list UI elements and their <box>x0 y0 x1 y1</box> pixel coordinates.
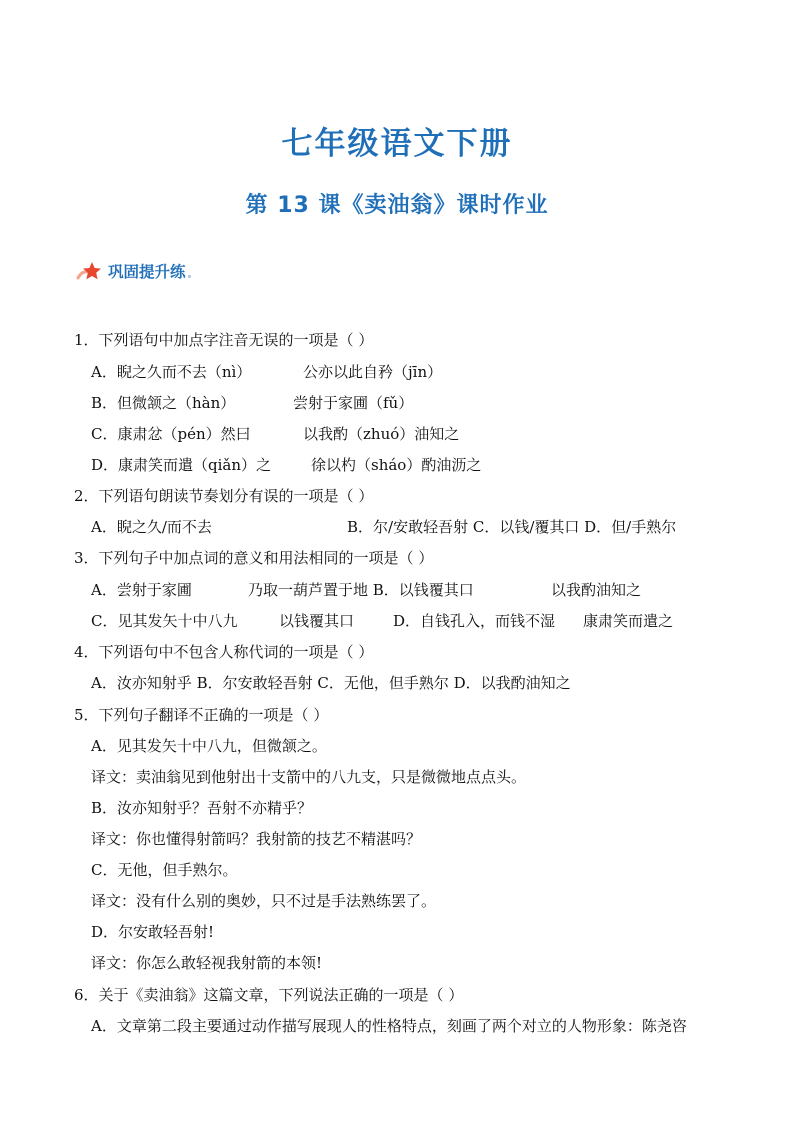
question-5-translation-b: 译文：你也懂得射箭吗？我射箭的技艺不精湛吗？ <box>91 830 422 848</box>
question-4-options: A．汝亦知射乎 B．尔安敢轻吾射 C．无他，但手熟尔 D．以我酌油知之 <box>91 674 571 692</box>
option-d-part-2: 徐以杓（sháo）酌油沥之 <box>311 456 482 474</box>
option-d-part-2: 康肃笑而遣之 <box>583 612 674 630</box>
option-b-part-2: 尝射于家圃（fǔ） <box>293 394 414 412</box>
option-a-part-1: A．尝射于家圃 <box>91 581 192 599</box>
question-2-stem: 2．下列语句朗读节奏划分有误的一项是（ ） <box>74 487 374 505</box>
option-b-part-2: 以我酌油知之 <box>551 581 642 599</box>
option-a-part-1: A．睨之久而不去（nì） <box>91 363 252 381</box>
option-c-part-1: C．见其发矢十中八九 <box>91 612 238 630</box>
question-5-option-c: C．无他，但手熟尔。 <box>91 861 238 879</box>
section-label: 巩固提升练 <box>108 263 186 281</box>
option-a: A．睨之久/而不去 <box>91 518 212 536</box>
option-c-part-2: 以钱覆其口 <box>279 612 355 630</box>
section-header <box>76 259 191 283</box>
question-5-option-d: D．尔安敢轻吾射! <box>91 923 215 941</box>
page-subtitle: 第 13 课《卖油翁》课时作业 <box>245 193 549 218</box>
question-4-stem: 4．下列语句中不包含人称代词的一项是（ ） <box>74 643 374 661</box>
option-d-part-1: D．康肃笑而遣（qiǎn）之 <box>91 456 272 474</box>
question-5-option-a: A．见其发矢十中八九，但微颔之。 <box>91 737 327 755</box>
option-a-part-2: 乃取一葫芦置于地 B．以钱覆其口 <box>248 581 474 599</box>
question-6-option-a: A．文章第二段主要通过动作描写展现人的性格特点，刻画了两个对立的人物形象：陈尧咨 <box>91 1017 687 1035</box>
question-5-option-b: B．汝亦知射乎？吾射不亦精乎？ <box>91 799 313 817</box>
question-5-stem: 5．下列句子翻译不正确的一项是（ ） <box>74 706 329 724</box>
option-d-part-1: D．自钱孔入，而钱不湿 <box>393 612 556 630</box>
option-b-part-1: B．但微颔之（hàn） <box>91 394 236 412</box>
options-bcd: B．尔/安敢轻吾射 C．以钱/覆其口 D．但/手熟尔 <box>347 518 677 536</box>
section-dot <box>188 275 191 278</box>
question-6-stem: 6．关于《卖油翁》这篇文章，下列说法正确的一项是（ ） <box>74 986 464 1004</box>
option-a-part-2: 公亦以此自矜（jīn） <box>303 363 443 381</box>
question-3-stem: 3．下列句子中加点词的意义和用法相同的一项是（ ） <box>74 549 434 567</box>
option-c-part-1: C．康肃忿（pén）然曰 <box>91 425 251 443</box>
question-5-translation-d: 译文：你怎么敢轻视我射箭的本领! <box>91 954 323 972</box>
star-icon <box>76 260 104 282</box>
question-5-translation-a: 译文：卖油翁见到他射出十支箭中的八九支，只是微微地点点头。 <box>91 768 527 786</box>
page-title: 七年级语文下册 <box>281 126 513 162</box>
question-5-translation-c: 译文：没有什么别的奥妙，只不过是手法熟练罢了。 <box>91 892 437 910</box>
question-1-stem: 1．下列语句中加点字注音无误的一项是（ ） <box>74 331 374 349</box>
option-c-part-2: 以我酌（zhuó）油知之 <box>303 425 460 443</box>
